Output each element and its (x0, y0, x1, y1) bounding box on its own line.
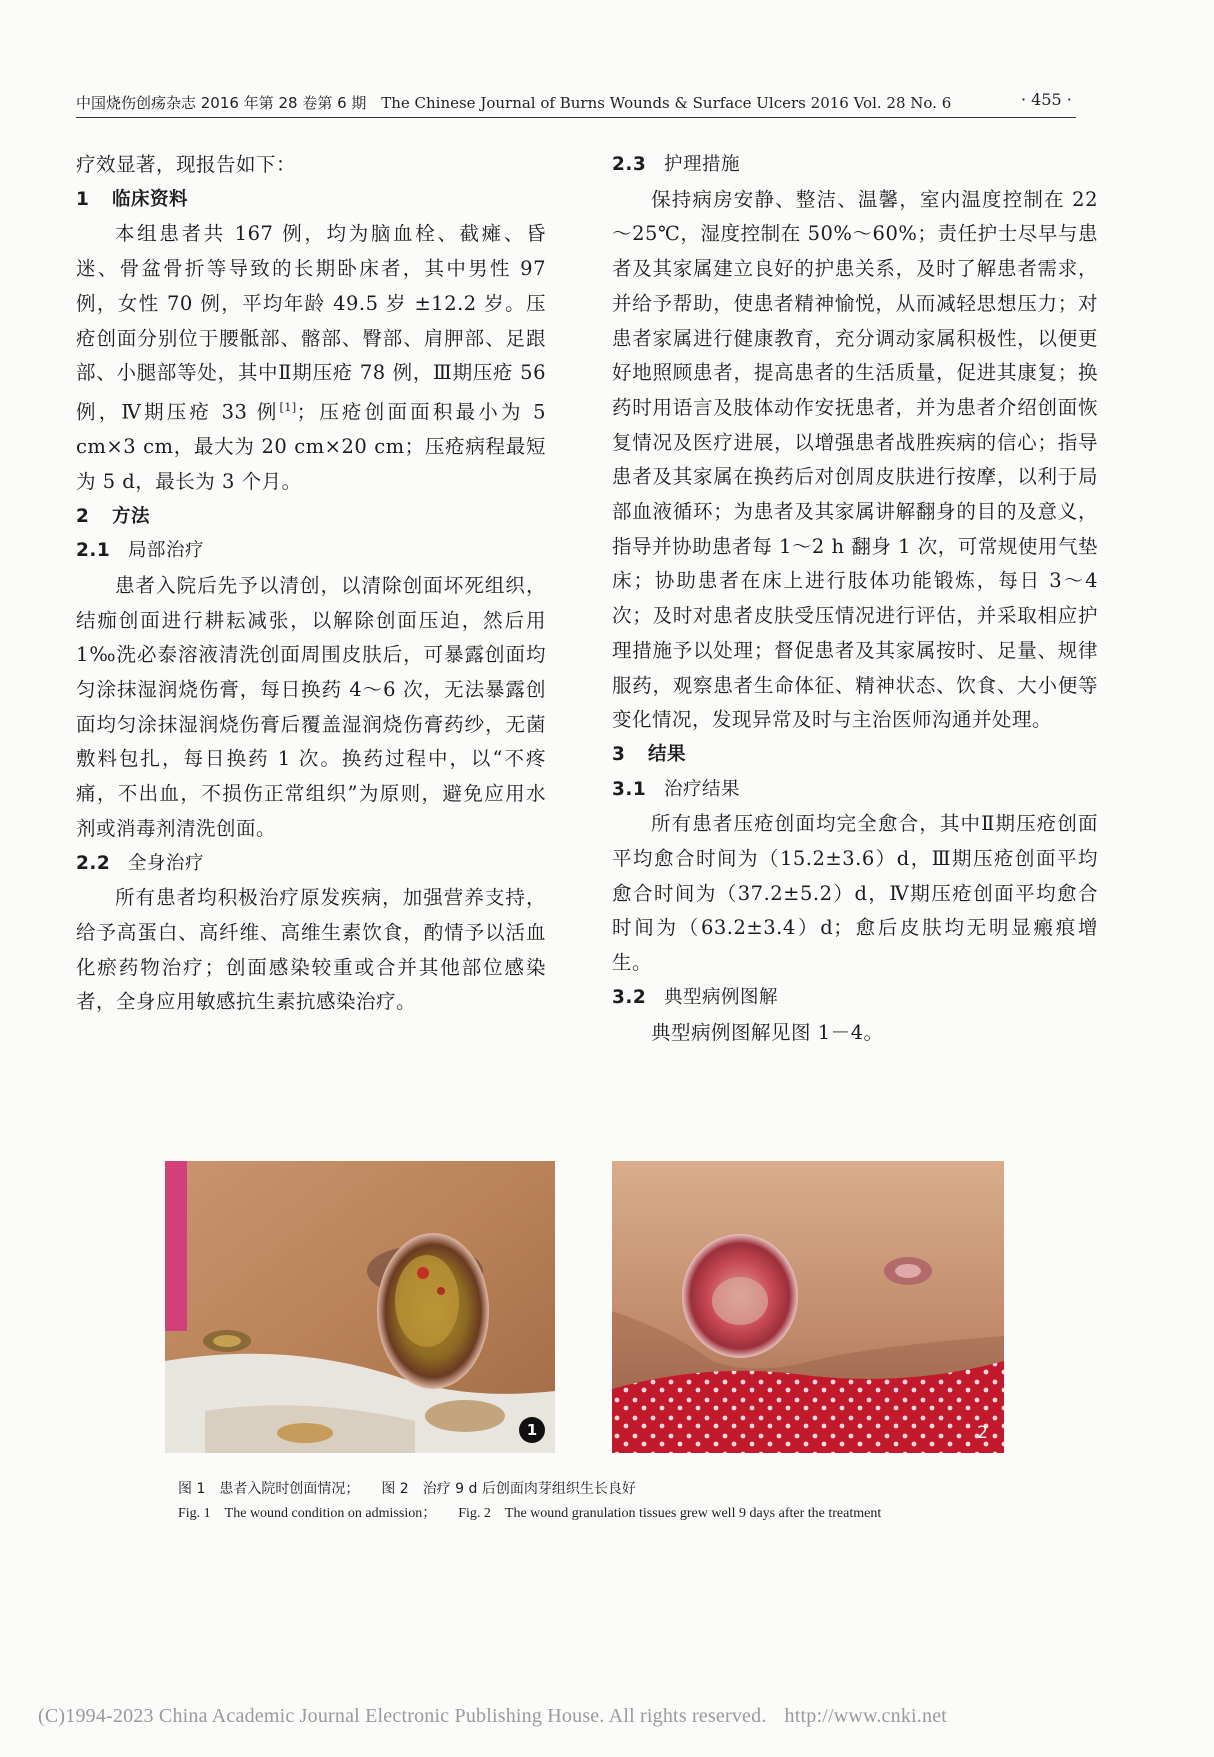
subsection-number: 3.2 (612, 986, 647, 1008)
subsection-heading-2-1 (76, 534, 546, 569)
section-number: 2 (76, 505, 90, 527)
section-heading-2 (76, 500, 546, 535)
figure-caption-en (178, 1502, 881, 1522)
page-number: · 455 · (1021, 90, 1072, 109)
caption-fig2-en: Fig. 2 The wound granulation tissues grew well 9 days after the treatment (458, 1506, 882, 1521)
subsection-title: 治疗结果 (664, 778, 741, 800)
subsection-number: 2.2 (76, 852, 111, 874)
copyright-text: (C)1994-2023 China Academic Journal Electronic Publishing House. All rights reserved. (38, 1705, 767, 1727)
section-heading-1 (76, 183, 546, 218)
subsection-heading-3-2 (612, 981, 1098, 1016)
caption-fig2-cn: 图 2 治疗 9 d 后创面肉芽组织生长良好 (381, 1481, 636, 1497)
body-text: ；压疮创面面积最小为 5 cm×3 cm，最大为 20 cm×20 cm；压疮病程最短为 5 d，最长为 3 个月。 (76, 400, 546, 493)
subsection-3-2-body: 典型病例图解见图 1－4。 (651, 1020, 884, 1044)
figure-caption-cn (178, 1478, 636, 1498)
running-header (76, 92, 1076, 113)
right-column (612, 148, 1098, 1050)
cnki-link[interactable]: http://www.cnki.net (784, 1705, 948, 1727)
subsection-title: 典型病例图解 (664, 986, 779, 1008)
subsection-title: 全身治疗 (128, 852, 205, 874)
wound-photo-1 (165, 1161, 555, 1453)
journal-title-en: The Chinese Journal of Burns Wounds & Surface Ulcers 2016 Vol. 28 No. 6 (381, 94, 952, 112)
subsection-heading-2-2 (76, 847, 546, 882)
caption-fig1-en: Fig. 1 The wound condition on admission； (178, 1506, 437, 1521)
caption-fig1-cn: 图 1 患者入院时创面情况； (178, 1481, 360, 1497)
subsection-number: 3.1 (612, 778, 647, 800)
subsection-title: 护理措施 (664, 154, 741, 175)
subsection-3-1-body: 所有患者压疮创面均完全愈合，其中Ⅱ期压疮创面平均愈合时间为（15.2±3.6）d，Ⅲ期压疮创面平均愈合时间为（37.2±5.2）d，Ⅳ期压疮创面平均愈合时间为（63.2±3.4）d；愈后皮肤均无明显瘢痕增生。 (612, 812, 1098, 975)
subsection-number: 2.1 (76, 540, 111, 562)
section-title: 临床资料 (112, 188, 189, 210)
intro-tail: 疗效显著，现报告如下： (76, 153, 297, 176)
citation-ref: [1] (279, 400, 297, 414)
subsection-heading-3-1 (612, 773, 1098, 808)
figure-2-photo (612, 1161, 1004, 1453)
section-number: 1 (76, 188, 90, 210)
subsection-2-1-body: 患者入院后先予以清创，以清除创面坏死组织，结痂创面进行耕耘减张，以解除创面压迫，然后用 1‰洗必泰溶液清洗创面周围皮肤后，可暴露创面均匀涂抹湿润烧伤膏，每日换药 4～6 次，无法暴露创面均匀涂抹湿润烧伤膏后覆盖湿润烧伤膏药纱，无菌敷料包扎，每日换药 1 次。换药过程中，以“不疼痛，不出血，不损伤正常组织”为原则，避免应用水剂或消毒剂清洗创面。 (76, 573, 546, 840)
header-rule (76, 117, 1076, 118)
subsection-number: 2.3 (612, 154, 647, 175)
copyright-footer (38, 1705, 947, 1728)
subsection-2-3-body: 保持病房安静、整洁、温馨，室内温度控制在 22～25℃，湿度控制在 50%～60%；责任护士尽早与患者及其家属建立良好的护患关系，及时了解患者需求，并给予帮助，使患者精神愉悦，从而减轻思想压力；对患者家属进行健康教育，充分调动家属积极性，以便更好地照顾患者，提高患者的生活质量，促进其康复；换药时用语言及肢体动作安抚患者，并为患者介绍创面恢复情况及医疗进展，以增强患者战胜疾病的信心；指导患者及其家属在换药后对创周皮肤进行按摩，以利于局部血液循环；为患者及其家属讲解翻身的目的及意义，指导并协助患者每 1～2 h 翻身 1 次，可常规使用气垫床；协助患者在床上进行肢体功能锻炼，每日 3～4 次；及时对患者皮肤受压情况进行评估，并采取相应护理措施予以处理；督促患者及其家属按时、足量、规律服药，观察患者生命体征、精神状态、饮食、大小便等变化情况，发现异常及时与主治医师沟通并处理。 (612, 187, 1098, 732)
journal-title-cn: 中国烧伤创疡杂志 2016 年第 28 卷第 6 期 (76, 94, 367, 112)
subsection-title: 局部治疗 (128, 540, 205, 562)
section-1-body (76, 217, 546, 499)
subsection-heading-2-3 (612, 148, 1098, 183)
figure-2-label: 2 (977, 1423, 988, 1443)
section-number: 3 (612, 743, 626, 765)
body-text: 本组患者共 167 例，均为脑血栓、截瘫、昏迷、骨盆骨折等导致的长期卧床者，其中男性 97 例，女性 70 例，平均年龄 49.5 岁 ±12.2 岁。压疮创面分别位于腰骶部、髂部、臀部、肩胛部、足跟部、小腿部等处，其中Ⅱ期压疮 78 例，Ⅲ期压疮 56 例，Ⅳ期压疮 33 例 (76, 222, 546, 424)
wound-photo-2 (612, 1161, 1004, 1453)
section-title: 方法 (112, 505, 151, 527)
figure-1-label: 1 (519, 1417, 545, 1443)
subsection-2-2-body: 所有患者均积极治疗原发疾病，加强营养支持，给予高蛋白、高纤维、高维生素饮食，酌情予以活血化瘀药物治疗；创面感染较重或合并其他部位感染者，全身应用敏感抗生素抗感染治疗。 (76, 886, 546, 1014)
section-title: 结果 (648, 743, 687, 765)
left-column (76, 148, 546, 1020)
figure-1-photo (165, 1161, 555, 1453)
section-heading-3 (612, 738, 1098, 773)
